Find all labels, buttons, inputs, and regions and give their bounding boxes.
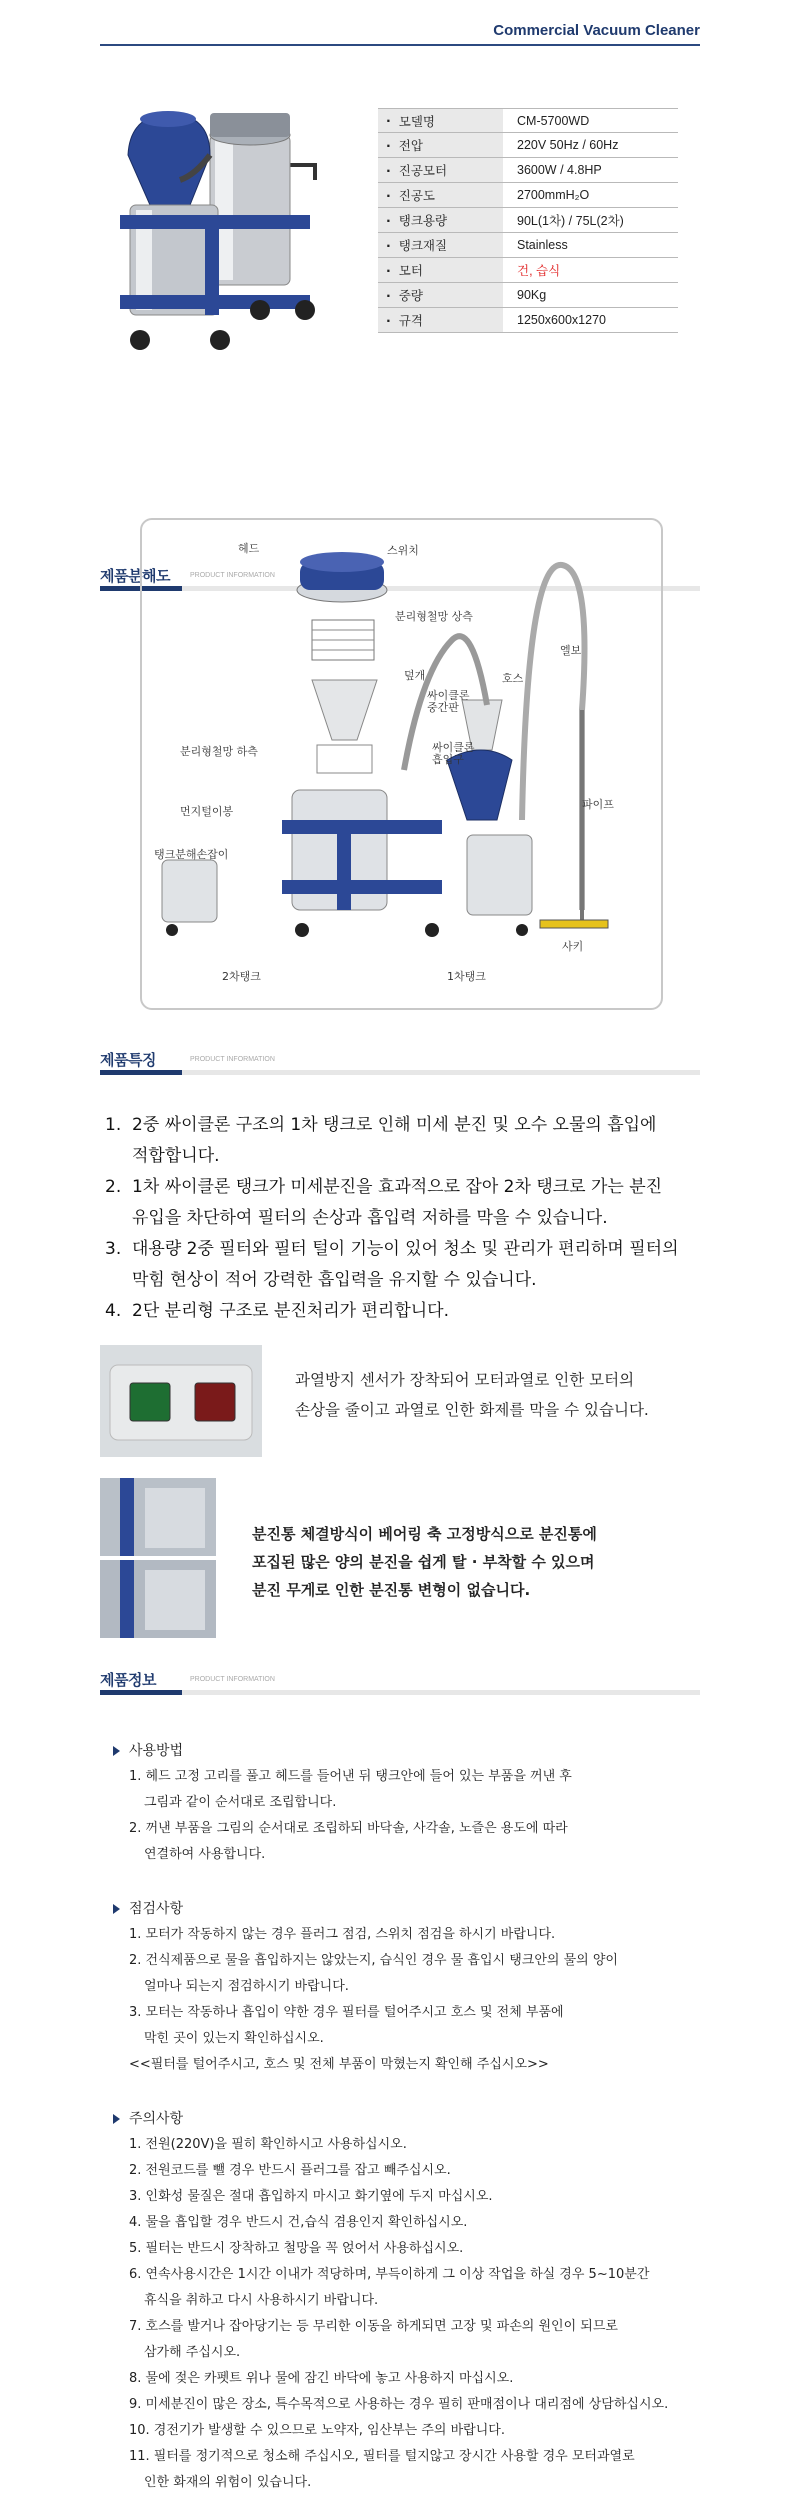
spec-row xyxy=(378,283,678,308)
info-line: 5. 필터는 반드시 장착하고 철망을 꼭 얹어서 사용하십시오. xyxy=(129,2241,464,2256)
info-line: 11. 필터를 정기적으로 청소해 주십시오, 필터를 털지않고 장시간 사용할 경우 모터과열로 xyxy=(129,2449,635,2464)
spec-key: · 전압 xyxy=(378,133,503,157)
feature-number: 4. xyxy=(105,1301,122,1321)
info-line: 4. 물을 흡입할 경우 반드시 건,습식 겸용인지 확인하십시오. xyxy=(129,2215,468,2230)
feature-number: 1. xyxy=(105,1115,122,1135)
spec-key: · 진공모터 xyxy=(378,158,503,182)
section-title: 제품정보 xyxy=(100,1671,156,1689)
spec-key: · 진공도 xyxy=(378,183,503,207)
info-line: 6. 연속사용시간은 1시간 이내가 적당하며, 부득이하게 그 이상 작업을 하실 경우 5~10분간 xyxy=(129,2267,650,2282)
spec-key: · 중량 xyxy=(378,283,503,307)
feature-line: 적합합니다. xyxy=(132,1146,220,1166)
section-subtitle: PRODUCT INFORMATION xyxy=(190,572,275,579)
info-heading-usage xyxy=(113,1738,733,1764)
info-line: 연결하여 사용합니다. xyxy=(144,1847,266,1862)
info-line: 인한 화재의 위험이 있습니다. xyxy=(144,2475,312,2490)
info-heading-text: 점검사항 xyxy=(129,1901,184,1917)
feature-line: 대용량 2중 필터와 필터 털이 기능이 있어 청소 및 관리가 편리하며 필터의 xyxy=(132,1239,679,1259)
label-dust-shaker: 먼지털이봉 xyxy=(180,805,234,818)
feature-detail-bearing xyxy=(252,1520,692,1604)
spec-value: Stainless xyxy=(517,238,568,252)
spec-table xyxy=(378,108,678,333)
product-image xyxy=(110,95,350,365)
triangle-bullet-icon xyxy=(113,1904,120,1914)
spec-value: 2700mmH₂O xyxy=(517,188,590,202)
feature-detail-line: 손상을 줄이고 과열로 인한 화제를 막을 수 있습니다. xyxy=(295,1401,649,1419)
feature-line: 유입을 차단하여 필터의 손상과 흡입력 저하를 막을 수 있습니다. xyxy=(132,1208,608,1228)
triangle-bullet-icon xyxy=(113,1746,120,1756)
label-tank-handle: 탱크분해손잡이 xyxy=(154,848,229,861)
label-nozzle: 사키 xyxy=(562,940,584,953)
feature-line: 1차 싸이클론 탱크가 미세분진을 효과적으로 잡아 2차 탱크로 가는 분진 xyxy=(132,1177,663,1197)
spec-value: 90L(1차) / 75L(2차) xyxy=(517,214,624,228)
spec-row xyxy=(378,258,678,283)
exploded-diagram xyxy=(140,518,663,1010)
info-line: 10. 경전기가 발생할 수 있으므로 노약자, 임산부는 주의 바랍니다. xyxy=(129,2423,505,2438)
info-line: 얼마나 되는지 점검하시기 바랍니다. xyxy=(144,1979,349,1994)
feature-text xyxy=(132,1172,662,1234)
info-line: 7. 호스를 발거나 잡아당기는 등 무리한 이동을 하게되면 고장 및 파손의 원인이 되므로 xyxy=(129,2319,618,2334)
feature-item xyxy=(105,1172,725,1234)
page-title: Commercial Vacuum Cleaner xyxy=(493,22,700,39)
label-pipe: 파이프 xyxy=(582,798,614,811)
label-hose: 호스 xyxy=(502,672,524,685)
info-line: 2. 전원코드를 뺄 경우 반드시 플러그를 잡고 빼주십시오. xyxy=(129,2163,451,2178)
label-filter-upper: 분리형철망 상측 xyxy=(395,610,473,623)
spec-value: 3600W / 4.8HP xyxy=(517,163,602,177)
info-spacer xyxy=(113,2496,733,2511)
bearing-mount-image xyxy=(100,1478,216,1638)
info-line: 휴식을 취하고 다시 사용하시기 바랍니다. xyxy=(144,2293,379,2308)
info-spacer xyxy=(113,1868,733,1896)
spec-row xyxy=(378,133,678,158)
spec-value: 건, 습식 xyxy=(517,264,561,278)
info-line: 그림과 같이 순서대로 조립합니다. xyxy=(144,1795,337,1810)
feature-text xyxy=(132,1110,656,1172)
section-title: 제품분해도 xyxy=(100,567,170,585)
info-spacer xyxy=(113,2078,733,2106)
section-subtitle: PRODUCT INFORMATION xyxy=(190,1056,275,1063)
section-bar xyxy=(100,1070,700,1075)
info-line: 1. 헤드 고정 고리를 풀고 헤드를 들어낸 뒤 탱크안에 들어 있는 부품을 꺼낸 후 xyxy=(129,1769,572,1784)
feature-detail-line: 과열방지 센서가 장착되어 모터과열로 인한 모터의 xyxy=(295,1371,635,1389)
title-divider xyxy=(100,44,700,46)
info-line: 2. 건식제품으로 물을 흡입하지는 않았는지, 습식인 경우 물 흡입시 탱크안의 물의 양이 xyxy=(129,1953,618,1968)
label-filter-lower: 분리형철망 하측 xyxy=(180,745,258,758)
spec-key: · 탱크재질 xyxy=(378,233,503,257)
info-line: 9. 미세분진이 많은 장소, 특수목적으로 사용하는 경우 필히 판매점이나 대리점에 상담하십시오. xyxy=(129,2397,669,2412)
label-tank2: 2차탱크 xyxy=(222,970,261,983)
label-head: 헤드 xyxy=(238,542,260,555)
feature-detail-line: 분진통 체결방식이 베어링 축 고정방식으로 분진통에 xyxy=(252,1525,597,1543)
feature-detail-overheat xyxy=(295,1365,735,1425)
feature-text xyxy=(132,1296,449,1327)
info-line: 막힌 곳이 있는지 확인하십시오. xyxy=(144,2031,324,2046)
spec-value: 220V 50Hz / 60Hz xyxy=(517,138,619,152)
spec-key: · 모터 xyxy=(378,258,503,282)
info-line: 1. 전원(220V)을 필히 확인하시고 사용하십시오. xyxy=(129,2137,407,2152)
label-switch: 스위치 xyxy=(387,544,419,557)
info-heading-check xyxy=(113,1896,733,1922)
feature-item xyxy=(105,1110,725,1172)
feature-item xyxy=(105,1296,725,1327)
spec-row xyxy=(378,183,678,208)
overheat-switch-image xyxy=(100,1345,262,1457)
info-line: 삼가해 주십시오. xyxy=(144,2345,241,2360)
triangle-bullet-icon xyxy=(113,2114,120,2124)
feature-detail-line: 분진 무게로 인한 분진통 변형이 없습니다. xyxy=(252,1581,531,1599)
section-header-info xyxy=(100,1669,700,1689)
section-subtitle: PRODUCT INFORMATION xyxy=(190,1676,275,1683)
label-elbow: 엘보 xyxy=(560,644,582,657)
feature-list xyxy=(105,1110,725,1327)
spec-key: · 모델명 xyxy=(378,109,503,132)
spec-row xyxy=(378,158,678,183)
spec-value: 1250x600x1270 xyxy=(517,313,606,327)
feature-detail-line: 포집된 많은 양의 분진을 쉽게 탈 · 부착할 수 있으며 xyxy=(252,1553,595,1571)
section-bar xyxy=(100,1690,700,1695)
info-heading-text: 주의사항 xyxy=(129,2111,184,2127)
spec-key: · 규격 xyxy=(378,308,503,332)
info-heading-text: 사용방법 xyxy=(129,1743,184,1759)
label-cyclone-inlet: 싸이클론 흡입구 xyxy=(432,741,475,766)
label-cover: 덮개 xyxy=(404,669,426,682)
spec-row xyxy=(378,308,678,333)
label-tank1: 1차탱크 xyxy=(447,970,486,983)
spec-row xyxy=(378,108,678,133)
info-line: 1. 모터가 작동하지 않는 경우 플러그 점검, 스위치 점검을 하시기 바랍니다. xyxy=(129,1927,556,1942)
spec-value: 90Kg xyxy=(517,288,547,302)
info-line: 2. 꺼낸 부품을 그림의 순서대로 조립하되 바닥솔, 사각솔, 노즐은 용도에 따라 xyxy=(129,1821,568,1836)
feature-text xyxy=(132,1234,679,1296)
info-note: <<필터를 털어주시고, 호스 및 전체 부품이 막혔는지 확인해 주십시오>> xyxy=(129,2057,549,2072)
feature-item xyxy=(105,1234,725,1296)
info-line: 3. 인화성 물질은 절대 흡입하지 마시고 화기옆에 두지 마십시오. xyxy=(129,2189,493,2204)
section-title: 제품특징 xyxy=(100,1051,156,1069)
feature-number: 2. xyxy=(105,1177,122,1197)
info-heading-caution xyxy=(113,2106,733,2132)
feature-line: 2단 분리형 구조로 분진처리가 편리합니다. xyxy=(132,1301,450,1321)
spec-key: · 탱크용량 xyxy=(378,208,503,232)
info-line: 8. 물에 젖은 카펫트 위나 물에 잠긴 바닥에 놓고 사용하지 마십시오. xyxy=(129,2371,514,2386)
section-header-features xyxy=(100,1049,700,1069)
info-line: 3. 모터는 작동하나 흡입이 약한 경우 필터를 털어주시고 호스 및 전체 부품에 xyxy=(129,2005,564,2020)
spec-value: CM-5700WD xyxy=(517,113,590,128)
feature-line: 막힘 현상이 적어 강력한 흡입력을 유지할 수 있습니다. xyxy=(132,1270,537,1290)
feature-number: 3. xyxy=(105,1239,122,1259)
product-info xyxy=(113,1738,733,2511)
feature-line: 2중 싸이클론 구조의 1차 탱크로 인해 미세 분진 및 오수 오물의 흡입에 xyxy=(132,1115,657,1135)
spec-row xyxy=(378,208,678,233)
label-cyclone-mid: 싸이클론 중간판 xyxy=(427,689,470,714)
spec-row xyxy=(378,233,678,258)
